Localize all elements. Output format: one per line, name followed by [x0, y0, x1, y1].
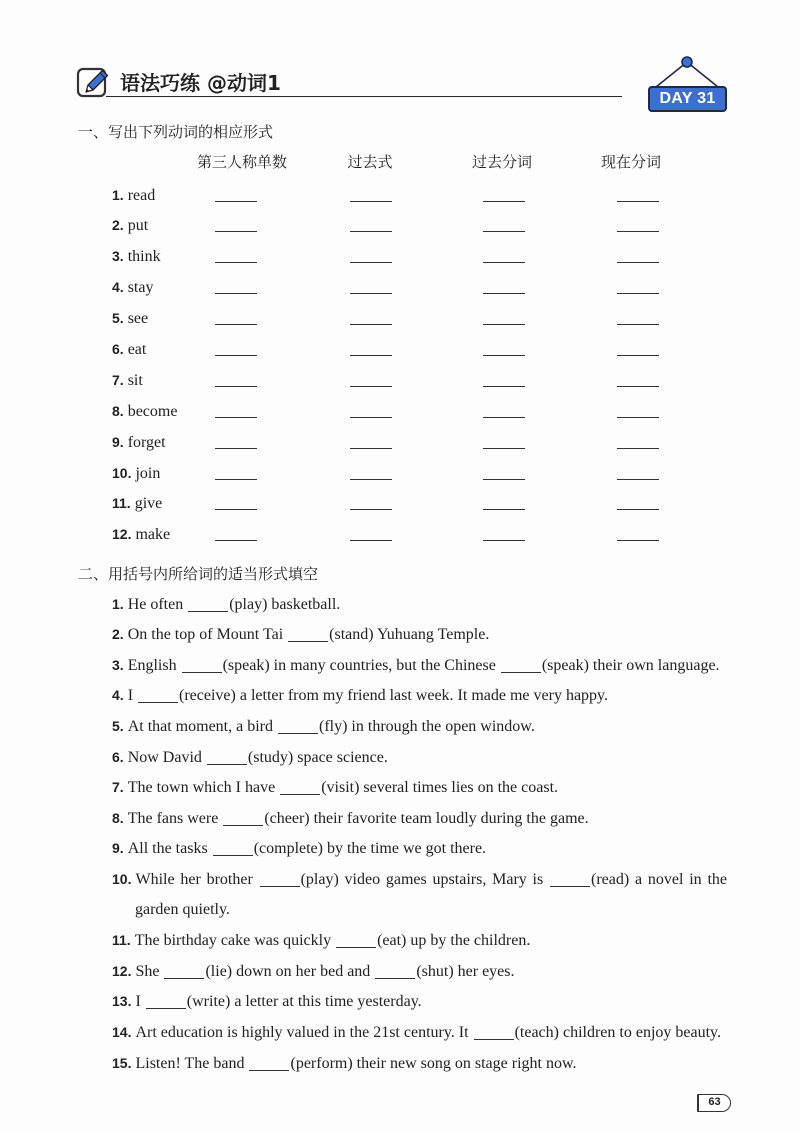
sentence-text: (fly) in through the open window.: [319, 718, 535, 736]
item-number: 10.: [112, 464, 132, 481]
verb-row: [112, 180, 672, 211]
answer-blank: [215, 355, 257, 356]
exercise-item: [112, 803, 728, 834]
sentence-text: (play) basketball.: [229, 595, 341, 613]
answer-blank: [138, 702, 178, 703]
exercise-item: [112, 619, 728, 650]
answer-blank: [483, 293, 525, 294]
answer-blank: [617, 417, 659, 418]
sentence-text: (read) a novel in the: [591, 871, 727, 889]
answer-blank: [350, 293, 392, 294]
sentence-text: (lie) down on her bed and: [205, 962, 375, 980]
verb-word: sit: [127, 371, 143, 389]
verb-row: [112, 210, 672, 241]
verb-word: join: [135, 464, 161, 482]
verb-word: eat: [127, 340, 147, 358]
exercise-item: [112, 742, 728, 773]
answer-blank: [350, 324, 392, 325]
answer-blank: [288, 641, 328, 642]
section-2-heading: 二、用括号内所给词的适当形式填空: [78, 565, 319, 583]
day-badge: [640, 50, 735, 114]
answer-blank: [483, 201, 525, 202]
item-number: 3.: [112, 248, 124, 265]
hanger-string: [687, 62, 718, 87]
answer-blank: [617, 262, 659, 263]
verb-word: forget: [127, 433, 166, 451]
sentence-text: At that moment, a bird: [127, 718, 277, 736]
item-number: 4.: [112, 687, 124, 704]
answer-blank: [278, 733, 318, 734]
verb-word: stay: [127, 279, 154, 297]
answer-blank: [617, 509, 659, 510]
answer-blank: [336, 947, 376, 948]
item-number: 8.: [112, 402, 124, 419]
sentence-text: English: [127, 656, 181, 674]
day-label: DAY 31: [648, 86, 727, 112]
item-number: 11.: [112, 495, 131, 512]
sentence-text: garden quietly.: [135, 900, 230, 918]
sentence-text: Art education is highly valued in the 21st century. It: [135, 1024, 473, 1041]
answer-blank: [617, 293, 659, 294]
item-number: 12.: [112, 526, 132, 543]
column-header-past-participle: 过去分词: [471, 153, 532, 171]
verb-row: [112, 427, 672, 458]
sentence-text: (eat) up by the children.: [377, 932, 531, 950]
title-underline: [106, 96, 622, 97]
exercise-item: [112, 772, 728, 803]
sentence-text: (study) space science.: [247, 748, 388, 766]
item-number: 1.: [112, 595, 124, 612]
answer-blank: [617, 324, 659, 325]
answer-blank: [146, 1008, 186, 1009]
verb-word: read: [127, 186, 156, 204]
answer-blank: [350, 479, 392, 480]
exercise-item: [112, 1048, 728, 1079]
item-number: 14.: [112, 1024, 132, 1040]
answer-blank: [483, 324, 525, 325]
answer-blank: [350, 509, 392, 510]
item-number: 10.: [112, 871, 132, 888]
column-header-third-person-singular: 第三人称单数: [196, 153, 287, 171]
answer-blank: [215, 231, 257, 232]
pencil-edit-icon-graphic: [74, 62, 112, 100]
answer-blank: [280, 794, 320, 795]
item-number: 12.: [112, 962, 132, 979]
answer-blank: [350, 231, 392, 232]
answer-blank: [483, 540, 525, 541]
answer-blank: [483, 231, 525, 232]
item-number: 4.: [112, 279, 124, 296]
sentence-text: (write) a letter at this time yesterday.: [186, 993, 422, 1011]
answer-blank: [375, 978, 415, 979]
item-number: 9.: [112, 840, 124, 857]
answer-blank: [164, 978, 204, 979]
answer-blank: [260, 886, 300, 887]
answer-blank: [188, 611, 228, 612]
item-number: 2.: [112, 217, 124, 234]
item-number: 2.: [112, 626, 124, 643]
verb-row: [112, 303, 672, 334]
sentence-text: (cheer) their favorite team loudly during the game.: [264, 809, 589, 827]
answer-blank: [617, 540, 659, 541]
sentence-text: The town which I have: [127, 779, 280, 797]
answer-blank: [350, 355, 392, 356]
answer-blank: [501, 672, 541, 673]
answer-blank: [617, 355, 659, 356]
verb-row: [112, 488, 672, 519]
answer-blank: [350, 417, 392, 418]
sentence-text: (shut) her eyes.: [416, 962, 515, 980]
verb-word: see: [127, 310, 149, 328]
exercise-item: [112, 1017, 728, 1048]
answer-blank: [483, 417, 525, 418]
answer-blank: [215, 448, 257, 449]
exercise-item: [112, 711, 728, 742]
answer-blank: [215, 262, 257, 263]
answer-blank: [215, 479, 257, 480]
sentence-text: She: [135, 962, 164, 980]
exercise-item: [112, 833, 728, 864]
sentence-text: (speak) their own language.: [541, 656, 720, 674]
answer-blank: [483, 479, 525, 480]
sentence-text: (complete) by the time we got there.: [253, 840, 487, 858]
verb-word: make: [135, 526, 171, 544]
verb-word: become: [127, 402, 178, 420]
item-number: 5.: [112, 718, 124, 735]
exercise-item: [112, 864, 727, 895]
item-number: 13.: [112, 993, 132, 1010]
exercise-item: [112, 986, 728, 1017]
verb-word: put: [127, 217, 149, 235]
item-number: 3.: [112, 656, 124, 673]
item-number: 6.: [112, 748, 124, 765]
pin-icon: [640, 50, 735, 90]
page-number: 63: [697, 1094, 731, 1112]
sentence-text: (play) video games upstairs, Mary is: [300, 871, 550, 889]
sentence-text: While her brother: [135, 871, 259, 889]
item-number: 1.: [112, 186, 124, 203]
section-1-heading: 一、写出下列动词的相应形式: [78, 123, 274, 141]
pencil-edit-icon: [74, 62, 112, 100]
answer-blank: [617, 231, 659, 232]
answer-blank: [483, 448, 525, 449]
verb-row: [112, 334, 672, 365]
item-number: 15.: [112, 1054, 132, 1071]
answer-blank: [617, 201, 659, 202]
sentence-text: I: [127, 687, 138, 705]
item-number: 7.: [112, 779, 124, 796]
answer-blank: [249, 1070, 289, 1071]
exercise-list: [112, 589, 728, 1079]
answer-blank: [215, 540, 257, 541]
verb-word: think: [127, 248, 161, 266]
item-number: 6.: [112, 340, 124, 357]
answer-blank: [617, 479, 659, 480]
item-number: 5.: [112, 310, 124, 327]
column-header-present-participle: 现在分词: [600, 153, 661, 171]
verb-row: [112, 241, 672, 272]
hanger-string: [656, 62, 687, 87]
answer-blank: [215, 201, 257, 202]
answer-blank: [550, 886, 590, 887]
sentence-text: He often: [127, 595, 188, 613]
item-number: 7.: [112, 371, 124, 388]
item-number: 11.: [112, 932, 131, 949]
answer-blank: [483, 355, 525, 356]
sentence-text: (speak) in many countries, but the Chinese: [222, 656, 500, 674]
verb-row: [112, 365, 672, 396]
answer-blank: [350, 448, 392, 449]
exercise-item: [112, 589, 728, 620]
sentence-text: Now David: [127, 748, 206, 766]
sentence-text: On the top of Mount Tai: [127, 626, 288, 644]
sentence-text: (stand) Yuhuang Temple.: [329, 626, 490, 644]
verb-table: [112, 180, 672, 551]
exercise-item: [112, 925, 728, 956]
answer-blank: [215, 509, 257, 510]
answer-blank: [350, 262, 392, 263]
answer-blank: [215, 324, 257, 325]
verb-row: [112, 519, 672, 550]
exercise-item: [112, 956, 728, 987]
answer-blank: [350, 386, 392, 387]
sentence-text: I: [135, 993, 145, 1011]
answer-blank: [213, 855, 253, 856]
answer-blank: [215, 293, 257, 294]
sentence-text: The fans were: [127, 809, 223, 827]
answer-blank: [483, 509, 525, 510]
answer-blank: [182, 672, 222, 673]
verb-word: give: [134, 495, 163, 513]
sentence-text: The birthday cake was quickly: [134, 932, 336, 950]
column-header-past-tense: 过去式: [347, 153, 393, 171]
answer-blank: [483, 386, 525, 387]
answer-blank: [483, 262, 525, 263]
hanger-pin: [682, 57, 692, 67]
sentence-text: (receive) a letter from my friend last week. It made me very happy.: [179, 687, 609, 705]
answer-blank: [207, 764, 247, 765]
sentence-text: Listen! The band: [135, 1054, 249, 1072]
verb-row: [112, 272, 672, 303]
answer-blank: [215, 417, 257, 418]
verb-row: [112, 458, 672, 489]
sentence-text: (teach) children to enjoy beauty.: [514, 1024, 722, 1041]
sentence-text: All the tasks: [127, 840, 212, 858]
answer-blank: [474, 1039, 514, 1040]
item-number: 9.: [112, 433, 124, 450]
exercise-item-continuation: [112, 895, 728, 926]
answer-blank: [617, 386, 659, 387]
answer-blank: [215, 386, 257, 387]
exercise-item: [112, 680, 728, 711]
item-number: 8.: [112, 809, 124, 826]
exercise-item: [112, 650, 728, 681]
sentence-text: (perform) their new song on stage right now.: [290, 1054, 577, 1072]
sentence-text: (visit) several times lies on the coast.: [321, 779, 559, 797]
verb-row: [112, 396, 672, 427]
page-title: 语法巧练 @动词1: [120, 71, 281, 95]
answer-blank: [350, 540, 392, 541]
answer-blank: [617, 448, 659, 449]
answer-blank: [350, 201, 392, 202]
answer-blank: [223, 825, 263, 826]
